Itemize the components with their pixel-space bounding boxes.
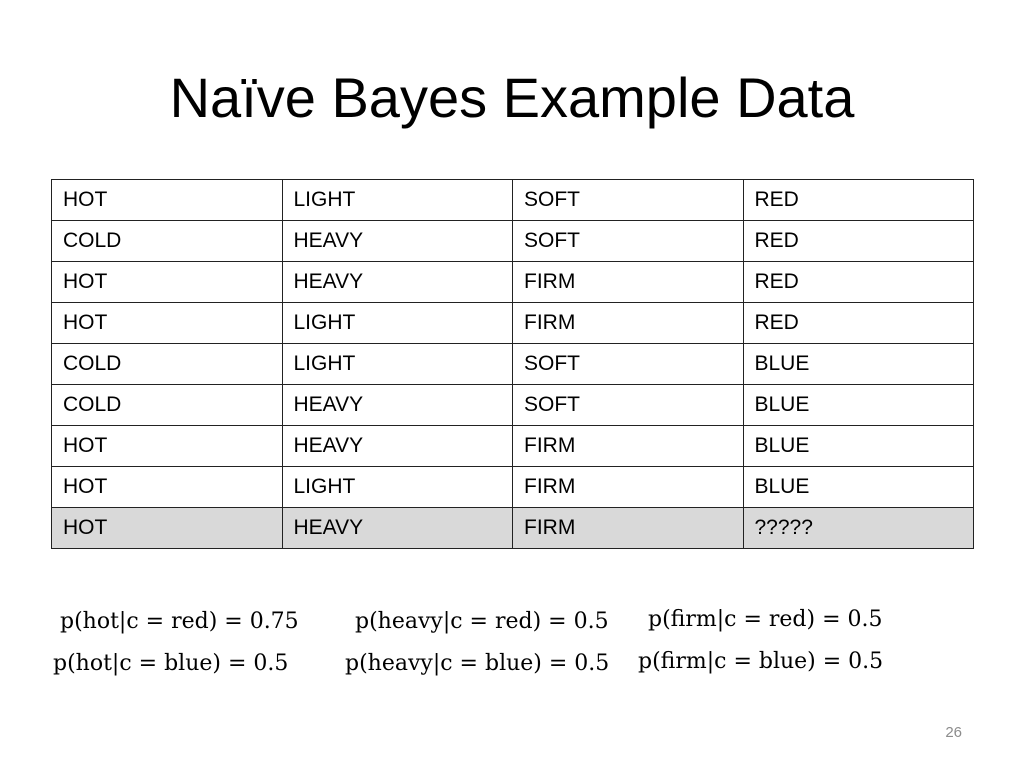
table-cell: HEAVY (282, 426, 513, 467)
table-cell: BLUE (743, 426, 974, 467)
table-cell: SOFT (513, 385, 744, 426)
table-cell: FIRM (513, 262, 744, 303)
formula-heavy-red: p(heavy|c = red) = 0.5 (355, 609, 609, 634)
table-cell: SOFT (513, 221, 744, 262)
table-cell: LIGHT (282, 303, 513, 344)
table-cell: LIGHT (282, 467, 513, 508)
table-row (52, 344, 974, 385)
table-cell: COLD (52, 221, 283, 262)
table-row (52, 262, 974, 303)
table-cell: BLUE (743, 385, 974, 426)
slide-title: Naïve Bayes Example Data (169, 66, 855, 129)
table-cell: HOT (52, 303, 283, 344)
table-cell: HEAVY (282, 385, 513, 426)
table-cell: BLUE (743, 467, 974, 508)
table-cell: HOT (52, 467, 283, 508)
table-row (52, 385, 974, 426)
table-cell: SOFT (513, 180, 744, 221)
table-cell: HOT (52, 426, 283, 467)
table-cell: RED (743, 262, 974, 303)
formula-firm-red: p(firm|c = red) = 0.5 (648, 607, 883, 632)
table-cell: RED (743, 303, 974, 344)
table-cell: FIRM (513, 303, 744, 344)
table-cell: FIRM (513, 508, 744, 549)
table-cell: COLD (52, 385, 283, 426)
table-cell: LIGHT (282, 344, 513, 385)
table-cell: HOT (52, 180, 283, 221)
table-cell: HEAVY (282, 221, 513, 262)
table-cell: HOT (52, 262, 283, 303)
table-cell: HEAVY (282, 262, 513, 303)
page-number: 26 (945, 724, 962, 741)
table-cell: LIGHT (282, 180, 513, 221)
table-cell: HOT (52, 508, 283, 549)
table-row (52, 180, 974, 221)
table-cell: SOFT (513, 344, 744, 385)
table-cell: COLD (52, 344, 283, 385)
query-row (52, 508, 974, 549)
formula-heavy-blue: p(heavy|c = blue) = 0.5 (345, 651, 610, 676)
table-cell: RED (743, 221, 974, 262)
table-cell: BLUE (743, 344, 974, 385)
table-cell: HEAVY (282, 508, 513, 549)
table-row (52, 467, 974, 508)
table-row (52, 221, 974, 262)
table-row (52, 303, 974, 344)
unknown-class-cell: ????? (743, 508, 974, 549)
table-cell: FIRM (513, 467, 744, 508)
formula-firm-blue: p(firm|c = blue) = 0.5 (638, 649, 884, 674)
table-cell: RED (743, 180, 974, 221)
table-cell: FIRM (513, 426, 744, 467)
formula-hot-blue: p(hot|c = blue) = 0.5 (53, 651, 289, 676)
table-row (52, 426, 974, 467)
data-table (51, 179, 974, 549)
formula-hot-red: p(hot|c = red) = 0.75 (60, 609, 299, 634)
